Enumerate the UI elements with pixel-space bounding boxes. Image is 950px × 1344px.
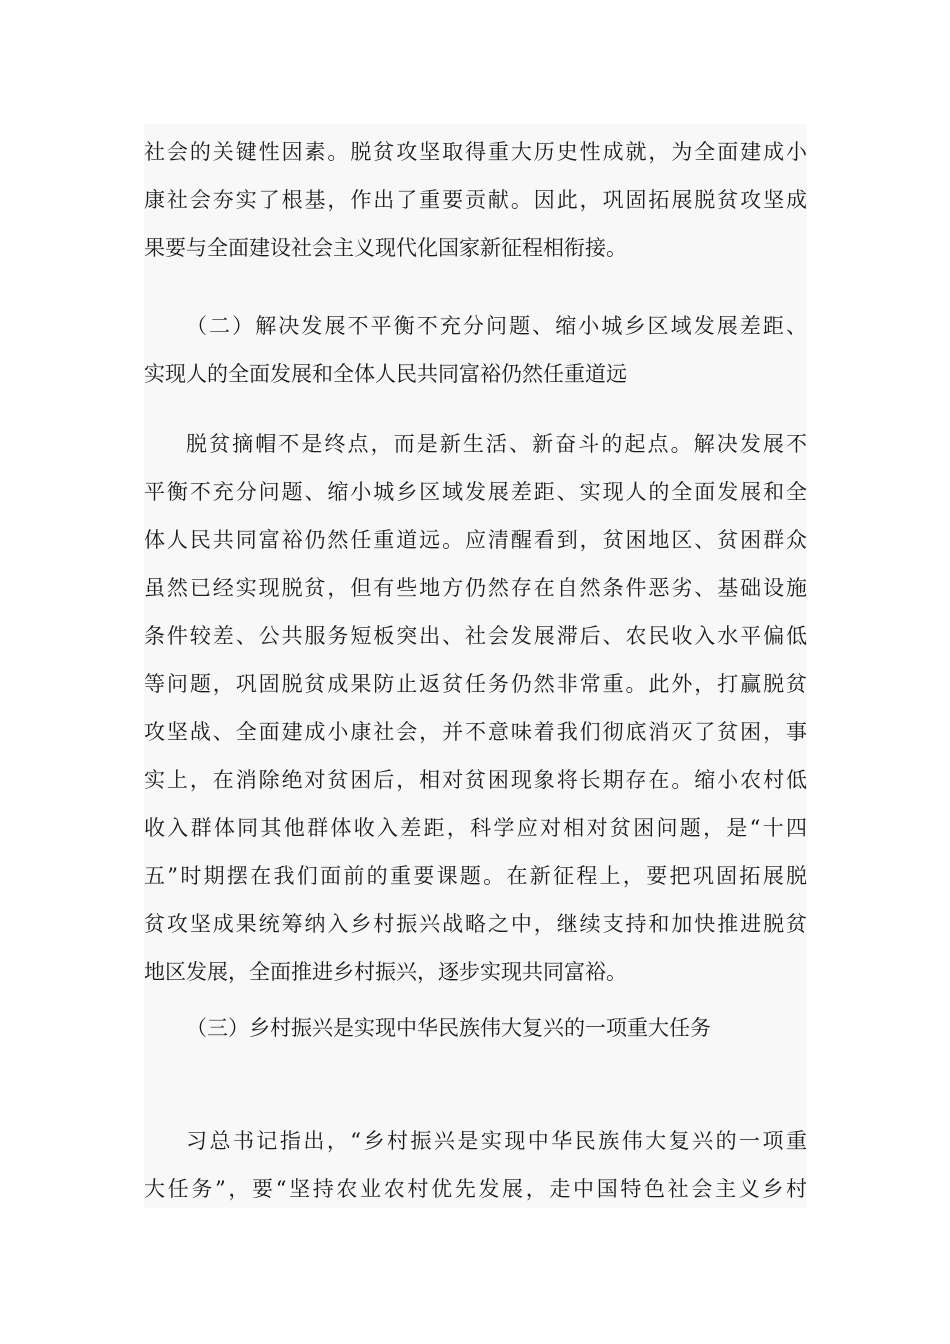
heading-line: （三）乡村振兴是实现中华民族伟大复兴的一项重大任务 xyxy=(186,1016,711,1040)
text-line: 康社会夯实了根基，作出了重要贡献。因此，巩固拓展脱贫攻坚成 xyxy=(144,188,807,212)
text-line: 条件较差、公共服务短板突出、社会发展滞后、农民收入水平偏低 xyxy=(144,624,807,648)
text-line: 实上，在消除绝对贫困后，相对贫困现象将长期存在。缩小农村低 xyxy=(144,768,807,792)
text-line: 地区发展，全面推进乡村振兴，逐步实现共同富裕。 xyxy=(144,960,627,984)
paragraph-body-2 xyxy=(144,420,807,996)
document-page xyxy=(144,124,807,1208)
paragraph-intro xyxy=(144,128,807,272)
paragraph-body-3 xyxy=(144,1117,807,1213)
text-line: 平衡不充分问题、缩小城乡区域发展差距、实现人的全面发展和全 xyxy=(144,480,807,504)
section-heading-2 xyxy=(144,302,807,398)
text-line: 收入群体同其他群体收入差距，科学应对相对贫困问题，是“十四 xyxy=(144,816,807,840)
text-line: 体人民共同富裕仍然任重道远。应清醒看到，贫困地区、贫困群众 xyxy=(144,528,807,552)
text-line: 果要与全面建设社会主义现代化国家新征程相衔接。 xyxy=(144,236,627,260)
text-line: 社会的关键性因素。脱贫攻坚取得重大历史性成就，为全面建成小 xyxy=(144,140,807,164)
text-line: 虽然已经实现脱贫，但有些地方仍然存在自然条件恶劣、基础设施 xyxy=(144,576,807,600)
heading-line: 实现人的全面发展和全体人民共同富裕仍然任重道远 xyxy=(144,362,627,386)
text-line: 大任务”，要“坚持农业农村优先发展，走中国特色社会主义乡村 xyxy=(144,1177,807,1201)
section-heading-3 xyxy=(144,1004,807,1052)
text-line: 等问题，巩固脱贫成果防止返贫任务仍然非常重。此外，打赢脱贫 xyxy=(144,672,807,696)
text-line: 攻坚战、全面建成小康社会，并不意味着我们彻底消灭了贫困，事 xyxy=(144,720,807,744)
text-line: 贫攻坚成果统筹纳入乡村振兴战略之中，继续支持和加快推进脱贫 xyxy=(144,912,807,936)
text-line: 五”时期摆在我们面前的重要课题。在新征程上，要把巩固拓展脱 xyxy=(144,864,807,888)
heading-line: （二）解决发展不平衡不充分问题、缩小城乡区域发展差距、 xyxy=(186,314,807,338)
text-line: 习总书记指出，“乡村振兴是实现中华民族伟大复兴的一项重 xyxy=(186,1129,807,1153)
text-line: 脱贫摘帽不是终点，而是新生活、新奋斗的起点。解决发展不 xyxy=(186,432,807,456)
